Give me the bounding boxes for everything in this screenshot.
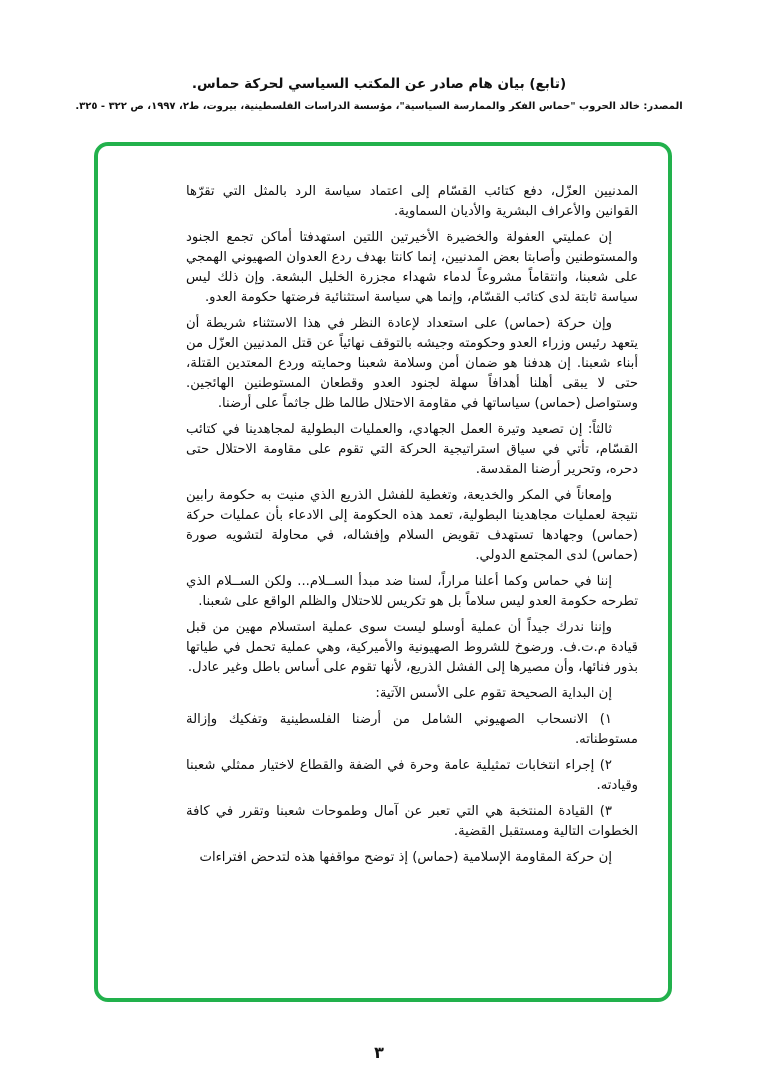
paragraph: إن عمليتي العفولة والخضيرة الأخيرتين اللتين استهدفتا أماكن تجمع الجنود والمستوطنين وأصابتا بعض المدنيين، إنما كانتا بهدف ردع العدوان الصهيوني الهمجي على شعبنا، وانتقاماً مشروعاً لدماء شهداء مجزرة الخليل البشعة. وإن ذلك ليس سياسة ثابتة لدى كتائب القسّام، وإنما هي سياسة استثنائية فرضتها حكومة العدو. <box>186 230 638 305</box>
paragraph: إن البداية الصحيحة تقوم على الأسس الآتية: <box>375 686 612 701</box>
paragraph: المدنيين العزّل، دفع كتائب القسّام إلى اعتماد سياسة الرد بالمثل التي تقرّها القوانين والأعراف البشرية والأديان السماوية. <box>186 184 638 219</box>
source-line: المصدر: خالد الحروب "حماس الفكر والممارسة السياسية"، مؤسسة الدراسات الفلسطينية، بيروت، ط٢، ١٩٩٧، ص ٣٢٢ - ٣٢٥. <box>75 101 683 112</box>
document-header <box>0 0 758 112</box>
paragraph: وإمعاناً في المكر والخديعة، وتغطية للفشل الذريع الذي منيت به حكومة رابين نتيجة لعمليات مجاهدينا البطولية، تعمد هذه الحكومة إلى الادعاء بأن عمليات حركة (حماس) وجهادها تستهدف تقويض السلام وإفشاله، في محاولة لتشويه صورة (حماس) لدى المجتمع الدولي. <box>186 488 638 563</box>
paragraph: وإننا ندرك جيداً أن عملية أوسلو ليست سوى عملية استسلام مهين من قبل قيادة م.ت.ف. ورضوخ للشروط الصهيونية والأميركية، وهي عملية تحمل في طياتها بذور فنائها، وأن مصيرها إلى الفشل الذريع، لأنها تقوم على أساس باطل وغير عادل. <box>186 620 638 675</box>
paragraph: ثالثاً: إن تصعيد وتيرة العمل الجهادي، والعمليات البطولية لمجاهدينا في كتائب القسّام، تأتي في سياق استراتيجية الحركة التي تقوم على مقاومة الاحتلال حتى دحره، وتحرير أرضنا المقدسة. <box>186 422 638 477</box>
paragraph: إن حركة المقاومة الإسلامية (حماس) إذ توضح مواقفها هذه لتدحض افتراءات <box>199 850 612 865</box>
paragraph: وإن حركة (حماس) على استعداد لإعادة النظر في هذا الاستثناء شريطة أن يتعهد رئيس وزراء العدو وحكومته وجيشه بالتوقف نهائياً عن قتل المدنيين العزّل من أبناء شعبنا. إن هدفنا هو ضمان أمن وسلامة شعبنا وحمايته وردع المعتدين القتلة، حتى لا يبقى أهلنا أهدافاً سهلة لجنود العدو وقطعان المستوطنين الهائجين. وستواصل (حماس) سياساتها في مقاومة الاحتلال طالما ظل جاثماً على أرضنا. <box>186 316 638 411</box>
list-item: ١) الانسحاب الصهيوني الشامل من أرضنا الفلسطينية وتفكيك وإزالة مستوطناته. <box>186 712 638 747</box>
paragraph: إننا في حماس وكما أعلنا مراراً، لسنا ضد مبدأ الســلام... ولكن الســلام الذي تطرحه حكومة العدو ليس سلاماً بل هو تكريس للاحتلال والظلم الواقع على شعبنا. <box>186 574 638 609</box>
list-item: ٣) القيادة المنتخبة هي التي تعبر عن آمال وطموحات شعبنا وتقرر في كافة الخطوات التالية ومستقبل القضية. <box>186 804 638 839</box>
page-title: (تابع) بيان هام صادر عن المكتب السياسي لحركة حماس. <box>191 76 567 92</box>
list-item: ٢) إجراء انتخابات تمثيلية عامة وحرة في الضفة والقطاع لاختيار ممثلي شعبنا وقيادته. <box>186 758 638 793</box>
page-number: ٣ <box>374 1043 384 1062</box>
content-frame <box>94 142 672 1002</box>
